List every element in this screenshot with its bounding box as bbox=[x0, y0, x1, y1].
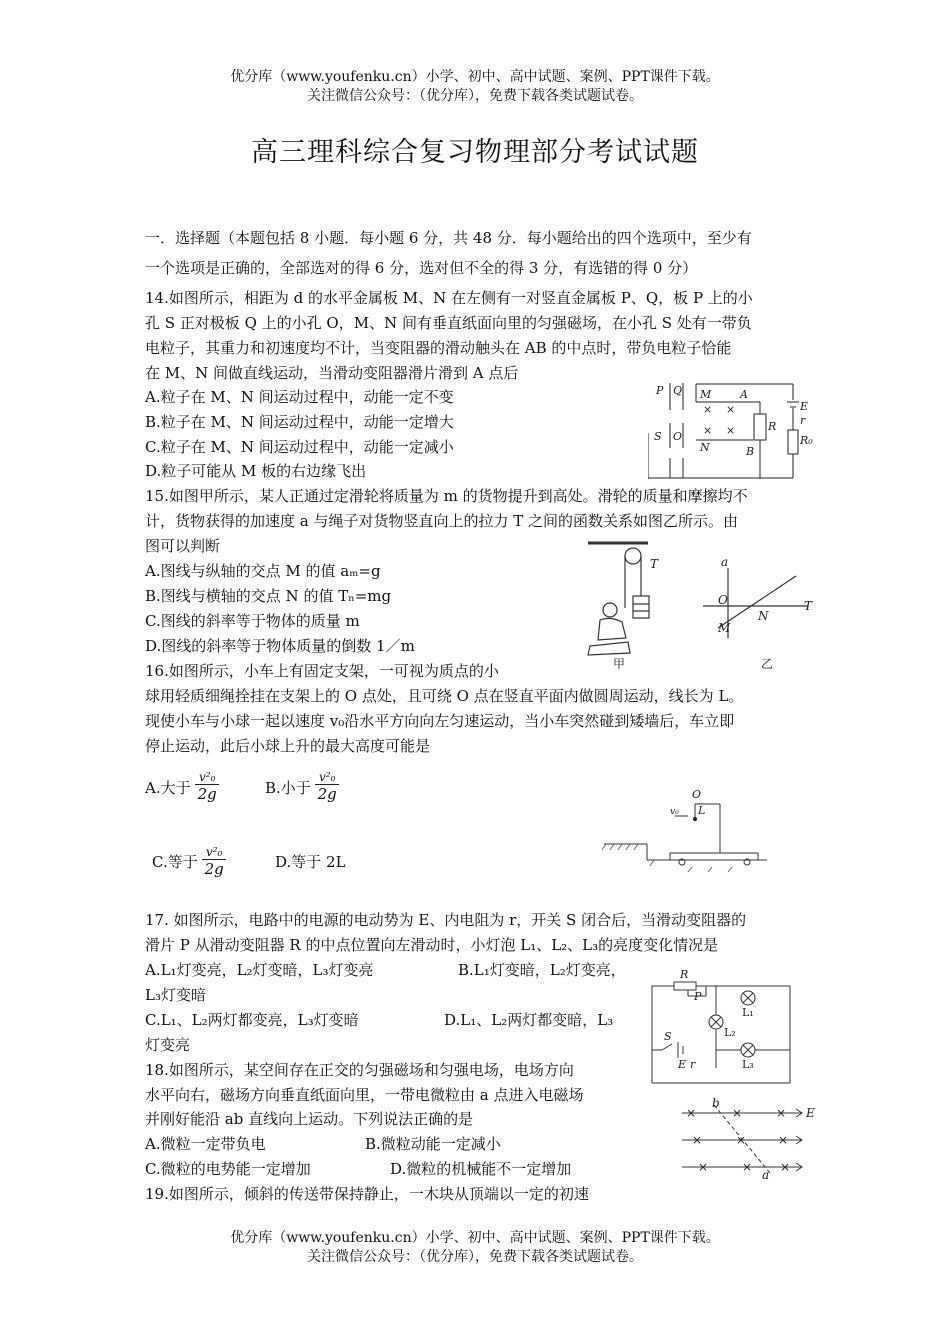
q16-label-v0: v₀ bbox=[670, 807, 679, 817]
q18-option-b: B.微粒动能一定减小 bbox=[365, 1135, 501, 1153]
q14-stem-1: 14.如图所示，相距为 d 的水平金属板 M、N 在左侧有一对竖直金属板 P、Q，板 P 上的小 bbox=[145, 289, 753, 307]
q18-field-cross: × bbox=[778, 1133, 789, 1147]
q17-option-d-cont: 灯变亮 bbox=[145, 1036, 191, 1054]
q15-option-b: B.图线与横轴的交点 N 的值 Tₙ=mg bbox=[145, 587, 392, 605]
q17-label-p: P bbox=[694, 990, 702, 1003]
q17-option-c: C.L₁、L₂两灯都变亮，L₃灯变暗 bbox=[145, 1011, 359, 1029]
q14-field-cross: × bbox=[703, 424, 713, 437]
q18-label-a: a bbox=[762, 1168, 770, 1182]
q16-option-b: B.小于 bbox=[265, 779, 311, 797]
q15-stem-1: 15.如图甲所示，某人正通过定滑轮将质量为 m 的货物提升到高处。滑轮的质量和摩擦均不 bbox=[145, 487, 748, 505]
q17-option-a: A.L₁灯变亮，L₂灯变暗，L₃灯变亮 bbox=[145, 961, 374, 979]
q17-stem-1: 17. 如图所示，电路中的电源的电动势为 E、内电阻为 r，开关 S 闭合后，当滑动变阻器的 bbox=[145, 911, 747, 929]
q15-label-t-rope: T bbox=[650, 557, 659, 571]
header-line-1: 优分库（www.youfenku.cn）小学、初中、高中试题、案例、PPT课件下载。 bbox=[230, 69, 720, 85]
q14-stem-2: 孔 S 正对极板 Q 上的小孔 O，M、N 间有垂直纸面向里的匀强磁场，在小孔 S 处有一带负 bbox=[145, 314, 752, 332]
q17-label-l3: L₃ bbox=[742, 1058, 754, 1071]
q15-option-a: A.图线与纵轴的交点 M 的值 aₘ=g bbox=[145, 562, 381, 580]
q18-field-cross: × bbox=[780, 1160, 791, 1174]
q16-stem-3: 现使小车与小球一起以速度 v₀沿水平方向向左匀速运动，当小车突然碰到矮墙后，车立即 bbox=[145, 712, 735, 730]
q14-stem-3: 电粒子，其重力和初速度均不计，当变阻器的滑动触头在 AB 的中点时，带负电粒子恰能 bbox=[145, 339, 732, 357]
q14-label-q: Q bbox=[673, 384, 683, 397]
footer-line-2: 关注微信公众号：（优分库），免费下载各类试题试卷。 bbox=[307, 1249, 643, 1265]
q14-stem-4: 在 M、N 间做直线运动，当滑动变阻器滑片滑到 A 点后 bbox=[145, 364, 519, 382]
q19-stem-1: 19.如图所示，倾斜的传送带保持静止，一木块从顶端以一定的初速 bbox=[145, 1185, 589, 1203]
q16-option-c: C.等于 bbox=[152, 853, 198, 871]
q17-label-r: r bbox=[690, 1058, 696, 1071]
q14-circuit-figure bbox=[648, 378, 818, 483]
q14-option-b: B.粒子在 M、N 间运动过程中，动能一定增大 bbox=[145, 413, 454, 431]
q14-label-a: A bbox=[740, 388, 748, 401]
q16-option-a-fraction: v²₀ 2g bbox=[195, 770, 219, 803]
q14-label-b: B bbox=[746, 445, 755, 458]
q14-field-cross: × bbox=[726, 403, 736, 416]
q14-label-n: N bbox=[700, 441, 710, 454]
q16-label-o: O bbox=[692, 788, 702, 801]
q14-label-r-rheostat: R bbox=[768, 420, 777, 433]
q15-label-a-axis: a bbox=[721, 555, 729, 569]
q14-option-a: A.粒子在 M、N 间运动过程中，动能一定不变 bbox=[145, 388, 454, 406]
q15-label-o: O bbox=[718, 593, 728, 607]
q17-label-l2: L₂ bbox=[724, 1026, 736, 1039]
q16-label-l: L bbox=[698, 804, 706, 817]
q18-option-a: A.微粒一定带负电 bbox=[145, 1135, 266, 1153]
q15-caption-yi: 乙 bbox=[761, 657, 774, 671]
q15-stem-3: 图可以判断 bbox=[145, 537, 221, 555]
q14-label-m: M bbox=[700, 388, 712, 401]
section-intro-line-1: 一．选择题（本题包括 8 小题．每小题 6 分，共 48 分．每小题给出的四个选项中，至少有 bbox=[145, 229, 752, 247]
q18-option-d: D.微粒的机械能不一定增加 bbox=[390, 1160, 572, 1178]
q16-stem-4: 停止运动，此后小球上升的最大高度可能是 bbox=[145, 737, 431, 755]
q18-field-cross: × bbox=[692, 1133, 703, 1147]
q18-option-c: C.微粒的电势能一定增加 bbox=[145, 1160, 311, 1178]
q17-label-r-rheostat: R bbox=[680, 968, 689, 981]
q15-option-d: D.图线的斜率等于物体质量的倒数 1／m bbox=[145, 637, 415, 655]
header-line-2: 关注微信公众号：（优分库），免费下载各类试题试卷。 bbox=[307, 88, 643, 104]
q15-label-m: M bbox=[718, 621, 731, 635]
q17-label-l1: L₁ bbox=[742, 1006, 754, 1019]
q15-label-n: N bbox=[758, 609, 769, 623]
q18-field-cross: × bbox=[776, 1106, 787, 1120]
q14-option-c: C.粒子在 M、N 间运动过程中，动能一定减小 bbox=[145, 438, 454, 456]
q15-pulley-graph-figure bbox=[578, 538, 818, 673]
q18-field-figure bbox=[672, 1095, 822, 1185]
q14-field-cross: × bbox=[703, 403, 713, 416]
q14-field-cross: × bbox=[726, 424, 736, 437]
q17-option-d: D.L₁、L₂两灯都变暗，L₃ bbox=[444, 1011, 614, 1029]
q18-field-cross: × bbox=[686, 1106, 697, 1120]
q18-stem-2: 水平向右，磁场方向垂直纸面向里，一带电微粒由 a 点进入电磁场 bbox=[145, 1086, 584, 1104]
q14-label-o: O bbox=[673, 430, 683, 443]
q14-label-r0: R₀ bbox=[800, 434, 813, 447]
q18-label-b: b bbox=[712, 1096, 720, 1110]
q16-stem-1: 16.如图所示，小车上有固定支架，一可视为质点的小 bbox=[145, 662, 499, 680]
q18-stem-1: 18.如图所示，某空间存在正交的匀强磁场和匀强电场，电场方向 bbox=[145, 1061, 574, 1079]
q16-option-a: A.大于 bbox=[145, 779, 191, 797]
q14-label-s: S bbox=[654, 430, 662, 443]
q17-label-s: S bbox=[664, 1030, 672, 1043]
q14-label-p: P bbox=[656, 384, 664, 397]
footer-line-1: 优分库（www.youfenku.cn）小学、初中、高中试题、案例、PPT课件下载。 bbox=[230, 1230, 720, 1246]
q14-option-d: D.粒子可能从 M 板的右边缘飞出 bbox=[145, 462, 367, 480]
q18-field-cross: × bbox=[742, 1160, 753, 1174]
q14-label-e: E bbox=[800, 400, 809, 413]
q17-label-e: E bbox=[678, 1058, 687, 1071]
q16-cart-figure bbox=[602, 780, 772, 872]
q17-option-b-cont: L₃灯变暗 bbox=[145, 986, 206, 1004]
q15-caption-jia: 甲 bbox=[613, 657, 626, 671]
q18-field-cross: × bbox=[698, 1160, 709, 1174]
q16-option-b-fraction: v²₀ 2g bbox=[315, 770, 339, 803]
q18-label-e: E bbox=[806, 1106, 815, 1120]
q16-stem-2: 球用轻质细绳拴挂在支架上的 O 点处，且可绕 O 点在竖直平面内做圆周运动，线长为 L。 bbox=[145, 687, 744, 705]
q14-label-r: r bbox=[800, 414, 806, 427]
q15-option-c: C.图线的斜率等于物体的质量 m bbox=[145, 612, 360, 630]
q18-field-cross: × bbox=[732, 1106, 743, 1120]
q18-stem-3: 并刚好能沿 ab 直线向上运动。下列说法正确的是 bbox=[145, 1110, 474, 1128]
q16-option-c-fraction: v²₀ 2g bbox=[202, 845, 226, 878]
q18-field-cross: × bbox=[736, 1133, 747, 1147]
q17-option-b: B.L₁灯变暗，L₂灯变亮， bbox=[458, 961, 626, 979]
q15-stem-2: 计，货物获得的加速度 a 与绳子对货物竖直向上的拉力 T 之间的函数关系如图乙所示。由 bbox=[145, 512, 739, 530]
page-title: 高三理科综合复习物理部分考试试题 bbox=[251, 137, 699, 168]
q17-stem-2: 滑片 P 从滑动变阻器 R 的中点位置向左滑动时，小灯泡 L₁、L₂、L₃的亮度变化情况是 bbox=[145, 936, 719, 954]
section-intro-line-2: 一个选项是正确的，全部选对的得 6 分，选对但不全的得 3 分，有选错的得 0 分） bbox=[145, 259, 698, 277]
q16-option-d: D.等于 2L bbox=[275, 853, 346, 871]
q17-circuit-figure bbox=[648, 968, 798, 1088]
q15-label-t-axis: T bbox=[804, 599, 813, 613]
